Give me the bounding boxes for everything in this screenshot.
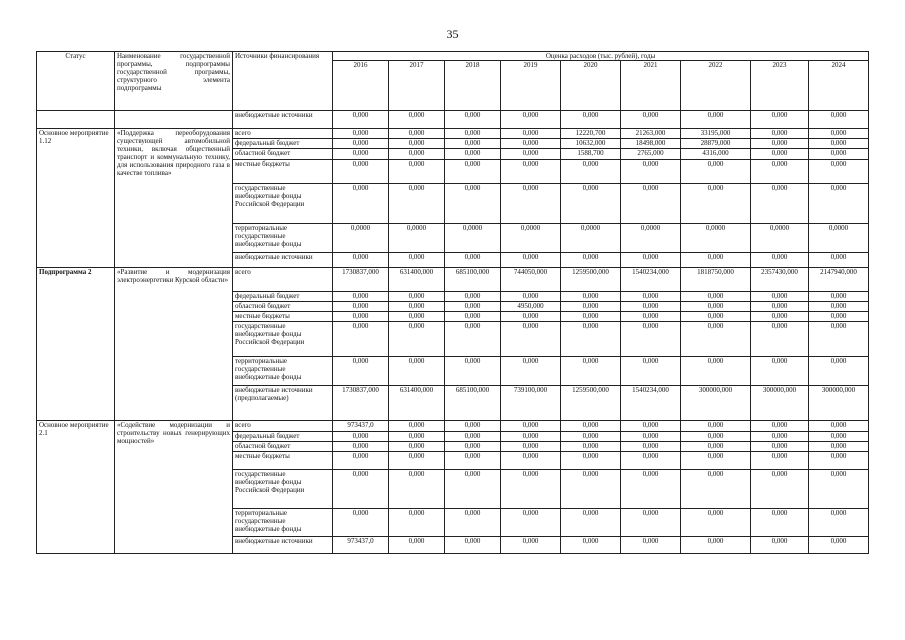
cost-value: 10632,000 <box>561 139 621 149</box>
table-row <box>37 421 869 432</box>
cost-value: 0,000 <box>501 312 561 322</box>
cost-value: 0,000 <box>809 452 869 470</box>
cost-value: 0,000 <box>333 129 389 139</box>
table-row <box>37 111 869 129</box>
cost-value: 0,000 <box>621 432 681 442</box>
cost-value: 300000,000 <box>681 386 751 421</box>
cost-value: 0,000 <box>445 537 501 554</box>
cost-value: 0,000 <box>501 292 561 302</box>
row-status: Основное мероприятие 1.12 <box>37 129 115 268</box>
cost-value: 744050,000 <box>501 268 561 292</box>
cost-value: 0,000 <box>809 302 869 312</box>
cost-value: 0,000 <box>621 312 681 322</box>
cost-value: 0,000 <box>389 312 445 322</box>
cost-value: 0,000 <box>751 139 809 149</box>
cost-value: 2765,000 <box>621 149 681 160</box>
cost-value: 0,000 <box>809 537 869 554</box>
cost-value: 0,000 <box>561 160 621 184</box>
cost-value: 2357430,000 <box>751 268 809 292</box>
row-name: «Развитие и модернизация электроэнергетики Курской области» <box>115 268 233 421</box>
cost-value: 0,000 <box>621 253 681 268</box>
cost-value: 0,000 <box>681 184 751 224</box>
cost-value: 739100,000 <box>501 386 561 421</box>
cost-value: 0,000 <box>389 160 445 184</box>
cost-value: 0,000 <box>809 160 869 184</box>
table-body <box>37 52 869 554</box>
cost-value: 0,000 <box>445 184 501 224</box>
cost-value: 0,000 <box>501 322 561 357</box>
funding-source: областной бюджет <box>233 149 333 160</box>
cost-value: 12220,700 <box>561 129 621 139</box>
header-sources: Источники финансирования <box>233 52 333 111</box>
cost-value: 0,000 <box>621 470 681 509</box>
cost-value: 0,000 <box>809 139 869 149</box>
funding-source: местные бюджеты <box>233 160 333 184</box>
header-row-top <box>37 52 869 61</box>
funding-source: внебюджетные источники <box>233 537 333 554</box>
cost-value: 0,000 <box>445 312 501 322</box>
cost-value: 0,000 <box>751 312 809 322</box>
cost-value: 0,000 <box>621 322 681 357</box>
cost-value: 0,000 <box>389 509 445 537</box>
cost-value: 0,000 <box>333 470 389 509</box>
cost-value: 0,000 <box>751 184 809 224</box>
cost-value: 0,000 <box>751 442 809 452</box>
cost-value: 0,000 <box>389 111 445 129</box>
funding-source: государственные внебюджетные фонды Российской Федерации <box>233 184 333 224</box>
cost-value: 0,000 <box>501 470 561 509</box>
cost-value: 0,000 <box>389 357 445 386</box>
cost-value: 0,000 <box>751 509 809 537</box>
cost-value: 0,000 <box>751 292 809 302</box>
cost-value: 0,000 <box>501 421 561 432</box>
funding-source: всего <box>233 421 333 432</box>
page-number: 35 <box>446 27 459 41</box>
cost-value: 0,000 <box>751 149 809 160</box>
cost-value: 0,000 <box>501 149 561 160</box>
header-year: 2020 <box>561 61 621 111</box>
cost-value: 0,000 <box>681 537 751 554</box>
cost-value: 0,000 <box>445 421 501 432</box>
cost-value: 0,000 <box>389 292 445 302</box>
cost-value: 0,000 <box>445 139 501 149</box>
cost-value: 0,000 <box>561 184 621 224</box>
cost-value: 0,000 <box>445 149 501 160</box>
cost-value: 0,0000 <box>681 224 751 253</box>
cost-value: 0,0000 <box>333 224 389 253</box>
cost-value: 0,000 <box>501 129 561 139</box>
cost-value: 0,000 <box>809 470 869 509</box>
funding-source: территориальные государственные внебюджетные фонды <box>233 224 333 253</box>
cost-value: 0,000 <box>681 432 751 442</box>
cost-value: 0,000 <box>445 302 501 312</box>
funding-source: федеральный бюджет <box>233 432 333 442</box>
cost-value: 0,000 <box>445 452 501 470</box>
row-name <box>115 111 233 129</box>
cost-value: 0,000 <box>561 292 621 302</box>
cost-value: 0,000 <box>809 292 869 302</box>
cost-value: 0,000 <box>681 470 751 509</box>
cost-value: 0,000 <box>333 302 389 312</box>
cost-value: 21263,000 <box>621 129 681 139</box>
cost-value: 0,000 <box>333 111 389 129</box>
cost-value: 973437,0 <box>333 537 389 554</box>
funding-source: внебюджетные источники <box>233 253 333 268</box>
cost-value: 1730837,000 <box>333 386 389 421</box>
cost-value: 0,000 <box>445 129 501 139</box>
cost-value: 1588,700 <box>561 149 621 160</box>
cost-value: 4316,000 <box>681 149 751 160</box>
cost-value: 0,000 <box>389 253 445 268</box>
cost-value: 0,000 <box>809 111 869 129</box>
header-year: 2016 <box>333 61 389 111</box>
cost-value: 4950,000 <box>501 302 561 312</box>
row-name: «Поддержка переоборудования существующей автомобильной техники, включая общественный транспорт и коммунальную технику, для использования природного газа в качестве топлива» <box>115 129 233 268</box>
funding-source: государственные внебюджетные фонды Российской Федерации <box>233 470 333 509</box>
row-status <box>37 268 115 421</box>
cost-value: 0,0000 <box>389 224 445 253</box>
cost-value: 0,000 <box>751 302 809 312</box>
table-row <box>37 268 869 292</box>
cost-value: 0,000 <box>621 537 681 554</box>
cost-value: 0,000 <box>809 357 869 386</box>
cost-value: 0,000 <box>621 442 681 452</box>
cost-value: 0,000 <box>445 253 501 268</box>
cost-value: 0,000 <box>389 139 445 149</box>
cost-value: 0,000 <box>681 509 751 537</box>
cost-value: 0,000 <box>751 322 809 357</box>
cost-value: 1259500,000 <box>561 268 621 292</box>
cost-value: 0,000 <box>333 452 389 470</box>
cost-value: 0,000 <box>751 432 809 442</box>
cost-value: 0,000 <box>621 357 681 386</box>
cost-value: 0,000 <box>501 452 561 470</box>
header-name: Наименование государственной программы, подпрограммы государственной программы, структурного элемента подпрограммы <box>115 52 233 111</box>
cost-value: 0,000 <box>561 312 621 322</box>
cost-value: 0,000 <box>501 253 561 268</box>
cost-value: 0,000 <box>501 184 561 224</box>
cost-value: 0,000 <box>389 184 445 224</box>
row-name: «Содействие модернизации и строительству новых генерирующих мощностей» <box>115 421 233 554</box>
cost-value: 0,000 <box>333 357 389 386</box>
header-costs: Оценка расходов (тыс. рублей), годы <box>333 52 869 61</box>
cost-value: 0,000 <box>681 442 751 452</box>
cost-value: 28879,000 <box>681 139 751 149</box>
cost-value: 0,000 <box>389 470 445 509</box>
cost-value: 0,000 <box>389 421 445 432</box>
cost-value: 0,000 <box>621 421 681 432</box>
cost-value: 0,000 <box>333 253 389 268</box>
funding-source: всего <box>233 129 333 139</box>
cost-value: 0,000 <box>333 139 389 149</box>
cost-value: 0,000 <box>333 149 389 160</box>
funding-source: территориальные государственные внебюджетные фонды <box>233 357 333 386</box>
cost-value: 0,000 <box>333 509 389 537</box>
cost-value: 0,000 <box>561 432 621 442</box>
cost-value: 0,000 <box>809 184 869 224</box>
cost-value: 300000,000 <box>751 386 809 421</box>
cost-value: 0,000 <box>501 111 561 129</box>
cost-value: 0,000 <box>751 129 809 139</box>
cost-value: 0,000 <box>389 129 445 139</box>
table-row <box>37 129 869 139</box>
funding-source: федеральный бюджет <box>233 139 333 149</box>
cost-value: 0,000 <box>621 111 681 129</box>
cost-value: 0,000 <box>445 357 501 386</box>
cost-value: 0,000 <box>809 432 869 442</box>
cost-value: 0,000 <box>561 470 621 509</box>
cost-value: 0,0000 <box>621 224 681 253</box>
cost-value: 0,000 <box>681 253 751 268</box>
cost-value: 685100,000 <box>445 386 501 421</box>
header-year: 2018 <box>445 61 501 111</box>
cost-value: 0,000 <box>681 357 751 386</box>
cost-value: 0,000 <box>501 357 561 386</box>
cost-value: 0,000 <box>333 432 389 442</box>
cost-value: 0,000 <box>445 442 501 452</box>
header-year: 2022 <box>681 61 751 111</box>
cost-value: 0,000 <box>561 302 621 312</box>
cost-value: 0,000 <box>445 470 501 509</box>
cost-value: 0,000 <box>681 302 751 312</box>
cost-value: 0,000 <box>809 253 869 268</box>
cost-value: 0,000 <box>621 160 681 184</box>
cost-value: 0,000 <box>751 537 809 554</box>
row-status-label: Подпрограмма 2 <box>39 268 92 276</box>
cost-value: 0,000 <box>445 111 501 129</box>
cost-value: 0,000 <box>561 357 621 386</box>
header-year: 2019 <box>501 61 561 111</box>
cost-value: 0,000 <box>501 537 561 554</box>
funding-source: всего <box>233 268 333 292</box>
cost-value: 0,0000 <box>445 224 501 253</box>
cost-value: 1259500,000 <box>561 386 621 421</box>
cost-value: 685100,000 <box>445 268 501 292</box>
cost-value: 0,000 <box>333 160 389 184</box>
cost-value: 0,000 <box>561 442 621 452</box>
row-status <box>37 111 115 129</box>
funding-source: внебюджетные источники (предполагаемые) <box>233 386 333 421</box>
cost-value: 0,000 <box>333 292 389 302</box>
cost-value: 1540234,000 <box>621 268 681 292</box>
cost-value: 0,000 <box>751 421 809 432</box>
funding-source: местные бюджеты <box>233 312 333 322</box>
cost-value: 0,000 <box>561 537 621 554</box>
cost-value: 0,000 <box>751 160 809 184</box>
cost-value: 18498,000 <box>621 139 681 149</box>
funding-source: местные бюджеты <box>233 452 333 470</box>
funding-source: государственные внебюджетные фонды Российской Федерации <box>233 322 333 357</box>
cost-value: 0,000 <box>751 357 809 386</box>
header-year: 2023 <box>751 61 809 111</box>
cost-value: 0,000 <box>333 442 389 452</box>
header-year: 2024 <box>809 61 869 111</box>
cost-value: 0,000 <box>389 302 445 312</box>
cost-value: 631400,000 <box>389 386 445 421</box>
cost-value: 0,000 <box>621 184 681 224</box>
funding-source: территориальные государственные внебюджетные фонды <box>233 509 333 537</box>
expenditure-table <box>36 51 869 554</box>
cost-value: 0,0000 <box>809 224 869 253</box>
cost-value: 1540234,000 <box>621 386 681 421</box>
cost-value: 0,000 <box>809 149 869 160</box>
cost-value: 0,000 <box>561 253 621 268</box>
cost-value: 0,000 <box>561 111 621 129</box>
cost-value: 0,0000 <box>501 224 561 253</box>
cost-value: 973437,0 <box>333 421 389 432</box>
cost-value: 0,000 <box>681 292 751 302</box>
cost-value: 0,000 <box>501 509 561 537</box>
cost-value: 0,000 <box>809 312 869 322</box>
funding-source: областной бюджет <box>233 442 333 452</box>
cost-value: 0,000 <box>809 442 869 452</box>
cost-value: 0,000 <box>389 452 445 470</box>
cost-value: 0,000 <box>445 509 501 537</box>
cost-value: 0,000 <box>501 139 561 149</box>
cost-value: 0,0000 <box>751 224 809 253</box>
cost-value: 0,000 <box>561 322 621 357</box>
cost-value: 0,000 <box>681 421 751 432</box>
cost-value: 0,000 <box>621 509 681 537</box>
cost-value: 0,000 <box>501 442 561 452</box>
cost-value: 0,000 <box>751 452 809 470</box>
row-status: Основное мероприятие 2.1 <box>37 421 115 554</box>
cost-value: 0,000 <box>621 292 681 302</box>
header-year: 2017 <box>389 61 445 111</box>
cost-value: 0,000 <box>561 421 621 432</box>
cost-value: 0,000 <box>621 452 681 470</box>
cost-value: 0,000 <box>445 432 501 442</box>
cost-value: 0,000 <box>809 421 869 432</box>
cost-value: 0,000 <box>621 302 681 312</box>
cost-value: 0,0000 <box>561 224 621 253</box>
cost-value: 1730837,000 <box>333 268 389 292</box>
cost-value: 0,000 <box>809 129 869 139</box>
cost-value: 0,000 <box>751 253 809 268</box>
cost-value: 1818750,000 <box>681 268 751 292</box>
funding-source: областной бюджет <box>233 302 333 312</box>
cost-value: 0,000 <box>681 312 751 322</box>
cost-value: 0,000 <box>333 322 389 357</box>
cost-value: 0,000 <box>333 184 389 224</box>
cost-value: 0,000 <box>809 322 869 357</box>
cost-value: 0,000 <box>751 111 809 129</box>
funding-source: федеральный бюджет <box>233 292 333 302</box>
cost-value: 0,000 <box>389 149 445 160</box>
cost-value: 631400,000 <box>389 268 445 292</box>
cost-value: 0,000 <box>501 432 561 442</box>
funding-source: внебюджетные источники <box>233 111 333 129</box>
cost-value: 0,000 <box>445 160 501 184</box>
cost-value: 0,000 <box>389 442 445 452</box>
cost-value: 0,000 <box>751 470 809 509</box>
cost-value: 33195,000 <box>681 129 751 139</box>
cost-value: 300000,000 <box>809 386 869 421</box>
cost-value: 0,000 <box>681 452 751 470</box>
cost-value: 0,000 <box>561 509 621 537</box>
cost-value: 0,000 <box>389 537 445 554</box>
cost-value: 2147940,000 <box>809 268 869 292</box>
cost-value: 0,000 <box>445 322 501 357</box>
cost-value: 0,000 <box>501 160 561 184</box>
cost-value: 0,000 <box>681 322 751 357</box>
cost-value: 0,000 <box>333 312 389 322</box>
header-year: 2021 <box>621 61 681 111</box>
cost-value: 0,000 <box>389 322 445 357</box>
cost-value: 0,000 <box>445 292 501 302</box>
cost-value: 0,000 <box>809 509 869 537</box>
cost-value: 0,000 <box>681 111 751 129</box>
cost-value: 0,000 <box>561 452 621 470</box>
header-status: Статус <box>37 52 115 111</box>
cost-value: 0,000 <box>389 432 445 442</box>
cost-value: 0,000 <box>681 160 751 184</box>
